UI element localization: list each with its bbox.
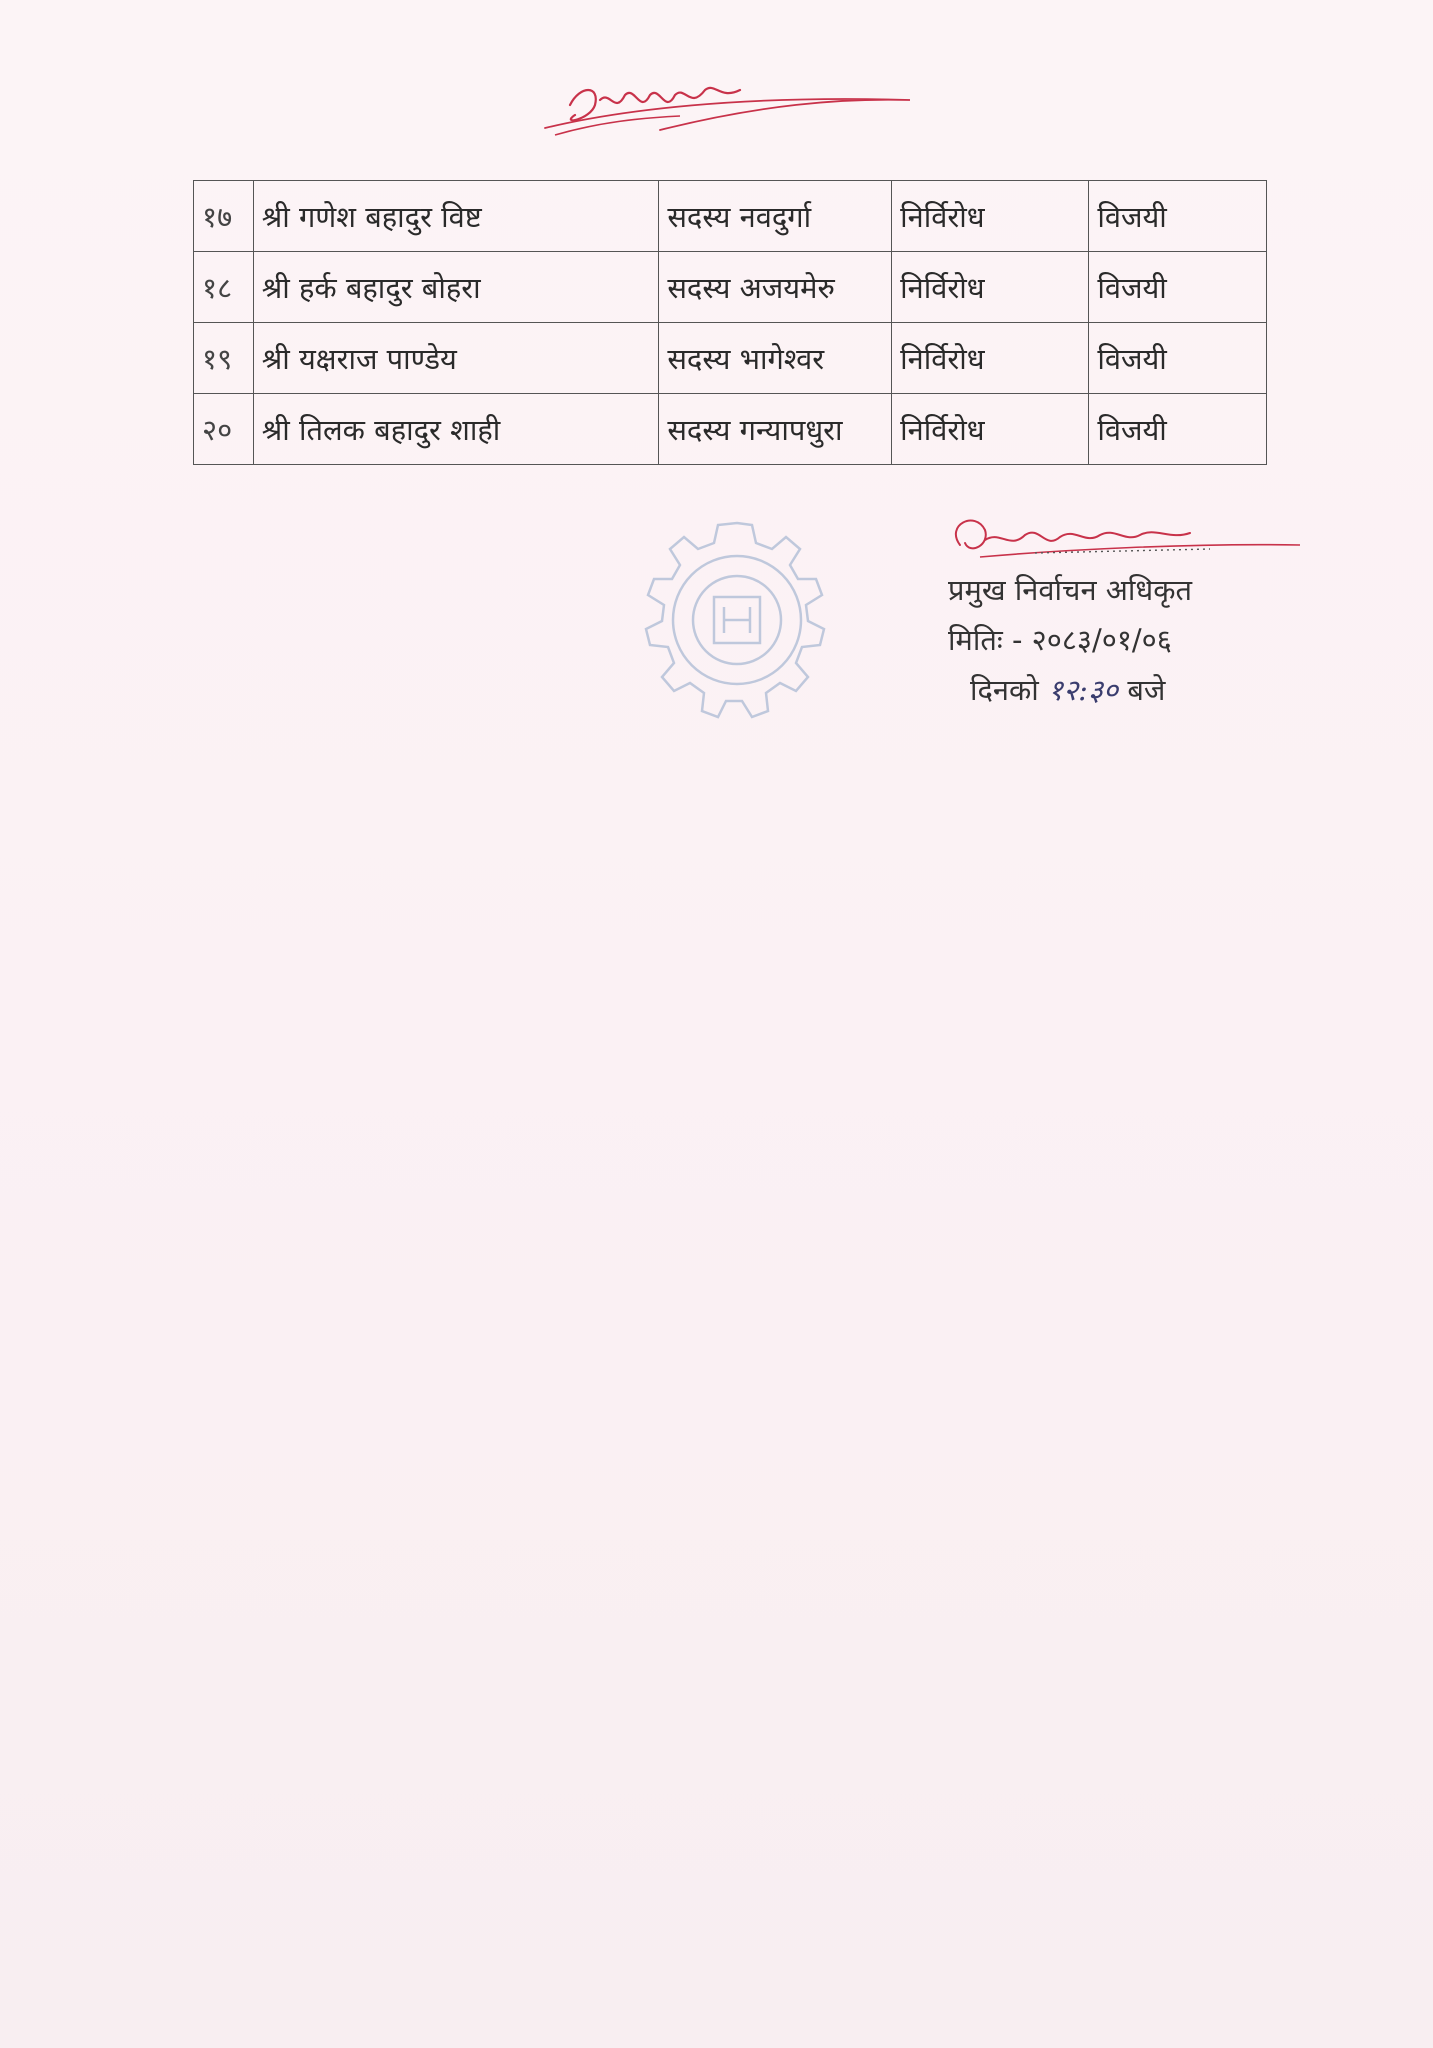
election-result: विजयी <box>1089 394 1267 465</box>
table-row <box>194 394 1267 465</box>
election-method: निर्विरोध <box>892 394 1089 465</box>
serial-number: १९ <box>194 323 254 394</box>
election-method: निर्विरोध <box>892 323 1089 394</box>
serial-number: १७ <box>194 181 254 252</box>
time-prefix: दिनको <box>970 673 1039 707</box>
candidate-name: श्री हर्क बहादुर बोहरा <box>253 252 659 323</box>
table-row <box>194 323 1267 394</box>
candidate-post: सदस्य नवदुर्गा <box>659 181 892 252</box>
candidate-post: सदस्य गन्यापधुरा <box>659 394 892 465</box>
table-row <box>194 181 1267 252</box>
serial-number: २० <box>194 394 254 465</box>
time-value: १२:३० <box>1048 673 1119 707</box>
office-seal-stamp <box>632 515 842 725</box>
officer-title: प्रमुख निर्वाचन अधिकृत <box>948 573 1193 607</box>
election-result: विजयी <box>1089 323 1267 394</box>
candidate-post: सदस्य भागेश्वर <box>659 323 892 394</box>
top-signature <box>540 60 920 150</box>
candidate-post: सदस्य अजयमेरु <box>659 252 892 323</box>
officer-block <box>948 565 1192 715</box>
candidate-name: श्री यक्षराज पाण्डेय <box>253 323 659 394</box>
results-table <box>193 180 1267 465</box>
election-result: विजयी <box>1089 181 1267 252</box>
election-method: निर्विरोध <box>892 181 1089 252</box>
officer-time <box>948 665 1192 715</box>
table-row <box>194 252 1267 323</box>
time-suffix: बजे <box>1127 673 1166 707</box>
election-method: निर्विरोध <box>892 252 1089 323</box>
election-result: विजयी <box>1089 252 1267 323</box>
serial-number: १८ <box>194 252 254 323</box>
officer-date: मितिः - २०८३/०१/०६ <box>948 623 1172 657</box>
candidate-name: श्री गणेश बहादुर विष्ट <box>253 181 659 252</box>
candidate-name: श्री तिलक बहादुर शाही <box>253 394 659 465</box>
